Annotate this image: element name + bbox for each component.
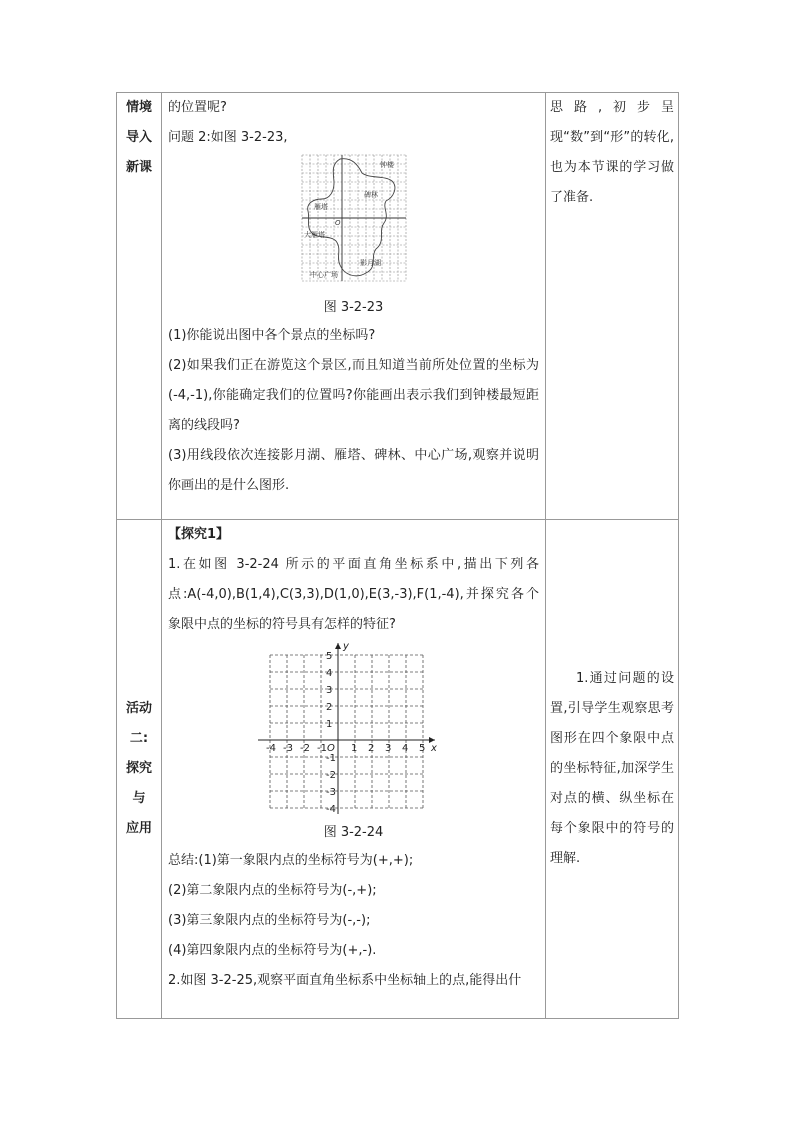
figure-caption: 图 3-2-24 bbox=[323, 825, 384, 840]
map-origin-label: O bbox=[334, 219, 341, 227]
map-axes bbox=[302, 155, 406, 281]
summary-line: 总结:(1)第一象限内点的坐标符号为(+,+); bbox=[168, 853, 414, 868]
section-heading: 【探究1】 bbox=[168, 527, 230, 542]
label-line: 新课 bbox=[125, 160, 152, 175]
map-label: 影月湖 bbox=[359, 259, 381, 267]
y-axis-label: y bbox=[342, 641, 349, 652]
x-axis-label: x bbox=[430, 743, 437, 754]
question: (1)你能说出图中各个景点的坐标吗? bbox=[168, 328, 376, 343]
intro-content bbox=[162, 93, 546, 520]
map-label: 碑林 bbox=[363, 191, 378, 199]
explore-content bbox=[162, 520, 546, 1019]
design-note-explore: 1.通过问题的设置,引导学生观察思考图形在四个象限中点的坐标特征,加深学生对点的横、纵坐标在每个象限中的符号的理解. bbox=[546, 520, 679, 1019]
y-tick-label: -3 bbox=[325, 787, 336, 798]
y-tick-label: 5 bbox=[325, 651, 332, 662]
row-intro bbox=[117, 93, 679, 520]
summary-line: (2)第二象限内点的坐标符号为(-,+); bbox=[168, 883, 377, 898]
x-tick-label: 1 bbox=[350, 743, 357, 754]
row-label-intro bbox=[117, 93, 162, 520]
origin-label: O bbox=[326, 743, 335, 754]
map-label: 中心广场 bbox=[309, 271, 338, 279]
label-line: 活动 bbox=[125, 701, 152, 716]
label-line: 与 bbox=[132, 791, 146, 806]
map-label: 钟楼 bbox=[379, 161, 394, 169]
label-line: 情境 bbox=[125, 100, 152, 115]
figure-caption: 图 3-2-23 bbox=[323, 300, 384, 315]
map-label: 大雁塔 bbox=[303, 231, 325, 239]
scenic-map-figure bbox=[300, 153, 408, 283]
label-line: 导入 bbox=[125, 130, 152, 145]
next-task: 2.如图 3-2-25,观察平面直角坐标系中坐标轴上的点,能得出什 bbox=[168, 973, 522, 988]
coordinate-plane-chart bbox=[254, 640, 454, 820]
y-tick-label: 4 bbox=[325, 668, 332, 679]
x-tick-label: 3 bbox=[384, 743, 391, 754]
text-line: 的位置呢? bbox=[168, 100, 227, 115]
question: (2)如果我们正在游览这个景区,而且知道当前所处位置的坐标为(-4,-1),你能确定我们的位置吗?你能画出表示我们到钟楼最短距离的线段吗? bbox=[168, 358, 539, 433]
text-line: 问题 2:如图 3-2-23, bbox=[168, 130, 288, 145]
x-tick-label: -3 bbox=[282, 743, 293, 754]
design-note-intro: 思路,初步呈现“数”到“形”的转化,也为本节课的学习做了准备. bbox=[546, 93, 679, 520]
x-tick-label: -1 bbox=[316, 743, 327, 754]
x-tick-label: 2 bbox=[367, 743, 374, 754]
label-line: 应用 bbox=[125, 821, 152, 836]
y-tick-label: 1 bbox=[325, 719, 332, 730]
map-label: 雁塔 bbox=[313, 203, 328, 211]
lesson-plan-table bbox=[116, 92, 679, 1019]
x-tick-label: 4 bbox=[401, 743, 408, 754]
summary-line: (3)第三象限内点的坐标符号为(-,-); bbox=[168, 913, 371, 928]
y-tick-label: -2 bbox=[325, 770, 336, 781]
x-tick-label: -4 bbox=[265, 743, 276, 754]
summary-line: (4)第四象限内点的坐标符号为(+,-). bbox=[168, 943, 377, 958]
row-label-explore bbox=[117, 520, 162, 1019]
y-tick-label: -4 bbox=[325, 804, 336, 815]
y-tick-label: 3 bbox=[325, 685, 332, 696]
row-explore bbox=[117, 520, 679, 1019]
question: (3)用线段依次连接影月湖、雁塔、碑林、中心广场,观察并说明你画出的是什么图形. bbox=[168, 448, 539, 493]
label-line: 探究 bbox=[125, 761, 152, 776]
label-line: 二: bbox=[129, 731, 149, 746]
y-axis-arrow bbox=[335, 643, 341, 649]
x-tick-label: 5 bbox=[418, 743, 425, 754]
y-tick-label: 2 bbox=[325, 702, 332, 713]
x-tick-label: -2 bbox=[299, 743, 310, 754]
task-text: 1.在如图 3-2-24 所示的平面直角坐标系中,描出下列各点:A(-4,0),B(1,4),C(3,3),D(1,0),E(3,-3),F(1,-4),并探究各个象限中点的坐标的符号具有怎样的特征? bbox=[168, 557, 539, 632]
y-tick-label: -1 bbox=[325, 753, 336, 764]
